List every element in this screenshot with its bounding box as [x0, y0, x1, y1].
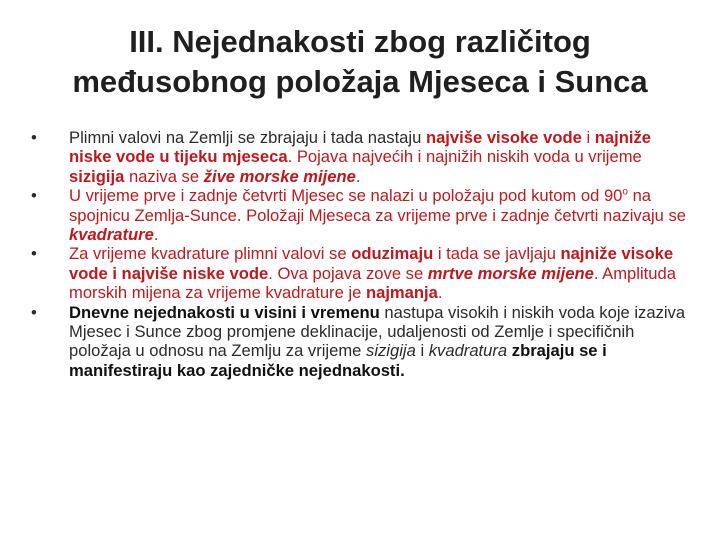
bullet-marker: •	[31, 244, 37, 264]
bullet-marker: •	[31, 128, 37, 147]
highlight-text: zbrajaju se i manifestiraju kao zajedničke nejednakosti.	[69, 341, 607, 380]
text-run: .	[437, 283, 443, 303]
highlight-text: sizigija	[69, 166, 125, 186]
text-run: i	[415, 341, 429, 361]
text-run: na spojnicu Zemlja-Sunce. Položaji Mjeseca za vrijeme prve i zadnje četvrti nazivaju se	[69, 186, 686, 225]
degree-superscript: o	[622, 186, 628, 198]
term-zive-morske-mijene: žive morske mijene	[203, 166, 356, 186]
bullet-item-quadrature	[30, 186, 690, 244]
text-run: i	[581, 128, 595, 147]
term-kvadrature: kvadrature	[69, 225, 154, 245]
text-run: naziva se	[124, 166, 204, 186]
term-sizigija: sizigija	[366, 341, 416, 361]
term-mrtve-morske-mijene: mrtve morske mijene	[427, 263, 594, 283]
bullet-marker: •	[31, 186, 37, 206]
title-line-2: međusobnog položaja Mjeseca i Sunca	[72, 64, 648, 99]
text-run: . Pojava najvećih i najnižih niskih voda u vrijeme	[287, 147, 642, 167]
bullet-marker: •	[31, 302, 37, 322]
highlight-text: najniže niske vode u tijeku mjeseca	[69, 128, 651, 167]
bullet-item-daily-inequalities	[30, 303, 690, 381]
bullet-item-spring-tides	[30, 128, 690, 186]
highlight-text: najmanja	[365, 283, 438, 303]
text-run: . Ova pojava zove se	[268, 263, 428, 283]
title-line-1: III. Nejednakosti zbog različitog	[129, 24, 591, 59]
slide-title	[40, 22, 680, 102]
highlight-text: oduzimaju	[351, 244, 434, 264]
bullet-item-neap-tides	[30, 244, 690, 302]
highlight-text: Dnevne nejednakosti u visini i vremenu	[69, 302, 380, 322]
text-run: U vrijeme prve i zadnje četvrti Mjesec se nalazi u položaju pod kutom od 90	[69, 186, 623, 206]
text-run: Za vrijeme kvadrature plimni valovi se	[69, 244, 352, 264]
text-run: i tada se javljaju	[433, 244, 561, 264]
text-run: nastupa visokih i niskih voda koje izaziva Mjesec i Sunce zbog promjene deklinacije, udaljenosti od Zemlje i specifičnih položaja u odnosu na Zemlju za vrijeme	[69, 302, 686, 361]
term-kvadratura: kvadratura	[428, 341, 508, 361]
bullet-list	[30, 128, 690, 380]
highlight-text: najviše visoke vode	[425, 128, 582, 147]
text-run: .	[355, 166, 361, 186]
highlight-text: najniže visoke vode i najviše niske vode	[69, 244, 674, 283]
text-run: .	[153, 225, 159, 245]
text-run: . Amplituda morskih mijena za vrijeme kvadrature je	[69, 263, 676, 303]
text-run: Plimni valovi na Zemlji se zbrajaju i tada nastaju	[69, 128, 426, 147]
